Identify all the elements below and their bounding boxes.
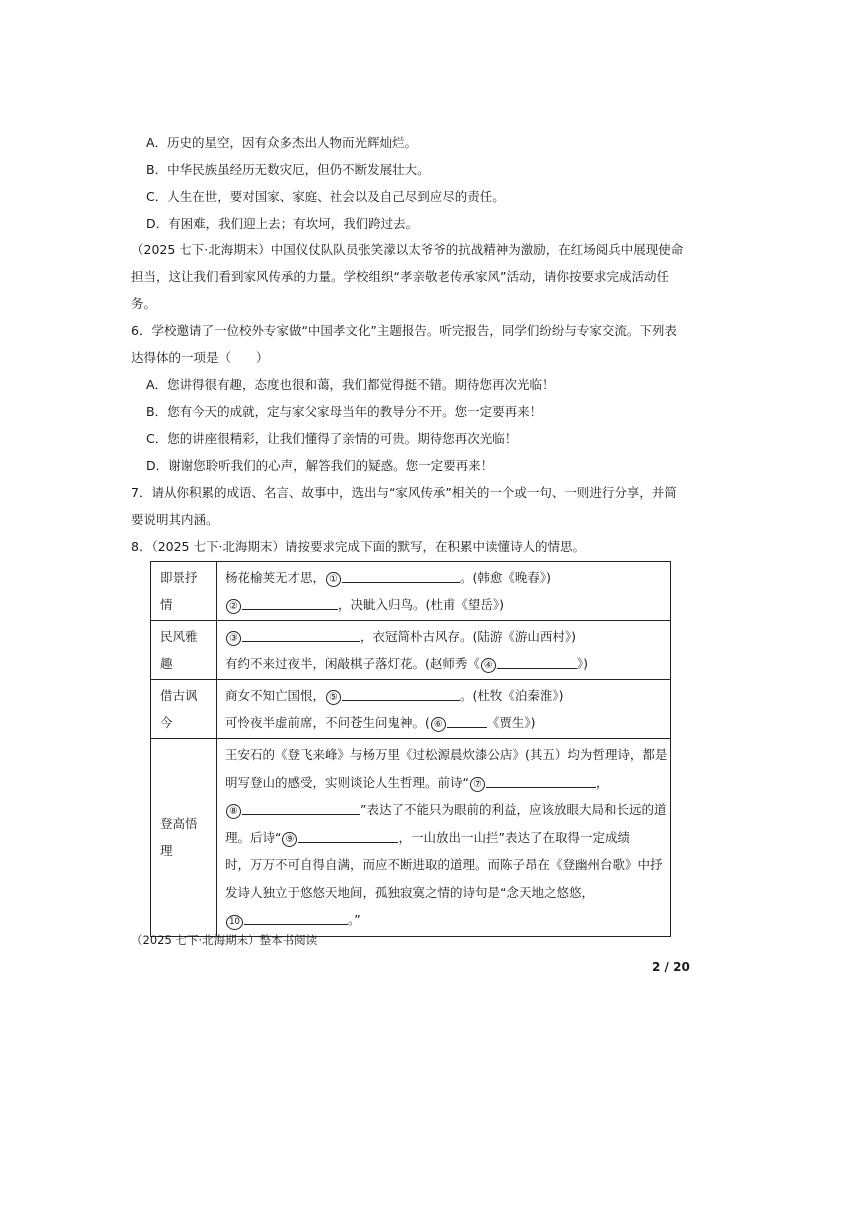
blank-number: 10 (226, 915, 243, 930)
passage-text: 理。后诗“ (225, 829, 282, 845)
row-category (151, 739, 217, 937)
blank-number: ④ (481, 658, 496, 673)
blank-number: ⑧ (226, 804, 241, 819)
row-content (217, 680, 671, 739)
passage-text: 发诗人独立于悠悠天地间，孤独寂寞之情的诗句是“念天地之悠悠， (225, 884, 594, 900)
answer-blank[interactable] (486, 774, 596, 788)
q6-stem-line-2: 达得体的一项是（ ） (131, 350, 269, 365)
q7-line-1: 7．请从你积累的成语、名言、故事中，选出与“家风传承”相关的一个或一句、一则进行分享，并简 (131, 485, 677, 500)
blank-number: ③ (226, 631, 241, 646)
page-number: 2 / 20 (652, 960, 690, 974)
poem-text: ，衣冠简朴古风存。(陆游《游山西村》) (360, 629, 577, 644)
passage-text: ”表达了不能只为眼前的利益，应该放眼大局和长远的道 (360, 802, 667, 817)
passage-text: ， (595, 774, 609, 790)
category-line: 即景抒 (160, 570, 198, 585)
answer-blank[interactable] (342, 569, 460, 583)
blank-number: ⑥ (431, 717, 446, 732)
passage-text: 王安石的《登飞来峰》与杨万里《过松源晨炊漆公店》(其五）均为哲理诗，都是 (225, 747, 668, 762)
q8-stem: 8．（2025 七下·北海期末）请按要求完成下面的默写，在积累中读懂诗人的情思。 (131, 539, 585, 554)
q6-option-c: C．您的讲座很精彩，让我们懂得了亲情的可贵。期待您再次光临！ (146, 431, 518, 446)
q5-option-a: A．历史的星空，因有众多杰出人物而光辉灿烂。 (146, 135, 418, 150)
poem-text: 》) (576, 656, 589, 671)
category-line: 情 (160, 597, 173, 612)
blank-number: ① (326, 572, 341, 587)
q6-option-d: D．谢谢您聆听我们的心声，解答我们的疑惑。您一定要再来！ (146, 458, 494, 473)
row-category (151, 680, 217, 739)
passage-text: ，一山放出一山拦”表达了在取得一定成绩 (398, 829, 630, 845)
poem-text: 。(韩愈《晚春》) (460, 570, 552, 585)
table-row (151, 680, 671, 739)
answer-blank[interactable] (447, 714, 487, 728)
passage-text: 明写登山的感受，实则谈论人生哲理。前诗“ (225, 774, 469, 790)
row-content (217, 739, 671, 937)
category-line: 登高悟 (160, 816, 198, 832)
section-heading: （2025 七下·北海期末）整本书阅读 (131, 933, 318, 947)
q5-option-d: D．有困难，我们迎上去；有坎坷，我们跨过去。 (146, 216, 419, 231)
row-category (151, 562, 217, 621)
category-line: 理 (160, 843, 173, 859)
row-category (151, 621, 217, 680)
answer-blank[interactable] (497, 655, 577, 669)
q6-stem-line-1: 6．学校邀请了一位校外专家做“中国孝文化”主题报告。听完报告，同学们纷纷与专家交流。下列表 (131, 323, 677, 338)
table-row (151, 621, 671, 680)
poem-text: 《贾生》) (486, 715, 536, 730)
answer-blank[interactable] (244, 911, 348, 925)
category-line: 民风雅 (160, 629, 198, 644)
blank-number: ② (226, 599, 241, 614)
q5-option-b: B．中华民族虽经历无数灾厄，但仍不断发展壮大。 (146, 162, 430, 177)
answer-blank[interactable] (342, 687, 460, 701)
poem-text: 有约不来过夜半，闲敲棋子落灯花。(赵师秀《 (225, 656, 480, 671)
table-row (151, 562, 671, 621)
blank-number: ⑦ (470, 777, 485, 792)
poem-text: 杨花榆荚无才思， (225, 570, 326, 585)
intro-line-3: 务。 (131, 296, 157, 311)
q5-option-c: C．人生在世，要对国家、家庭、社会以及自己尽到应尽的责任。 (146, 189, 505, 204)
poem-text: 商女不知亡国恨， (225, 688, 326, 703)
intro-line-1: （2025 七下·北海期末）中国仪仗队队员张笑濛以太爷爷的抗战精神为激励，在红场阅兵中展现使命 (131, 242, 684, 257)
category-line: 借古讽 (160, 688, 198, 703)
category-line: 趣 (160, 656, 173, 671)
row-content (217, 562, 671, 621)
poem-text: ，决眦入归鸟。(杜甫《望岳》) (338, 597, 505, 612)
q6-option-a: A．您讲得很有趣，态度也很和蔼，我们都觉得挺不错。期待您再次光临！ (146, 377, 555, 392)
intro-line-2: 担当，这让我们看到家风传承的力量。学校组织“孝亲敬老传承家风”活动，请你按要求完成活动任 (131, 269, 669, 284)
q7-line-2: 要说明其内涵。 (131, 512, 219, 527)
passage-text: 时，万万不可自得自满，而应不断进取的道理。而陈子昂在《登幽州台歌》中抒 (225, 857, 663, 872)
answer-blank[interactable] (242, 596, 338, 610)
answer-blank[interactable] (298, 829, 398, 843)
dictation-table (150, 561, 671, 937)
row-content (217, 621, 671, 680)
answer-blank[interactable] (242, 628, 360, 642)
category-line: 今 (160, 715, 173, 730)
passage-text: 。” (348, 912, 361, 927)
blank-number: ⑤ (326, 690, 341, 705)
blank-number: ⑨ (282, 832, 297, 847)
poem-text: 可怜夜半虚前席，不问苍生问鬼神。( (225, 715, 430, 730)
q6-option-b: B．您有今天的成就，定与家父家母当年的教导分不开。您一定要再来！ (146, 404, 543, 419)
answer-blank[interactable] (242, 801, 360, 815)
poem-text: 。(杜牧《泊秦淮》) (460, 688, 564, 703)
table-row (151, 739, 671, 937)
